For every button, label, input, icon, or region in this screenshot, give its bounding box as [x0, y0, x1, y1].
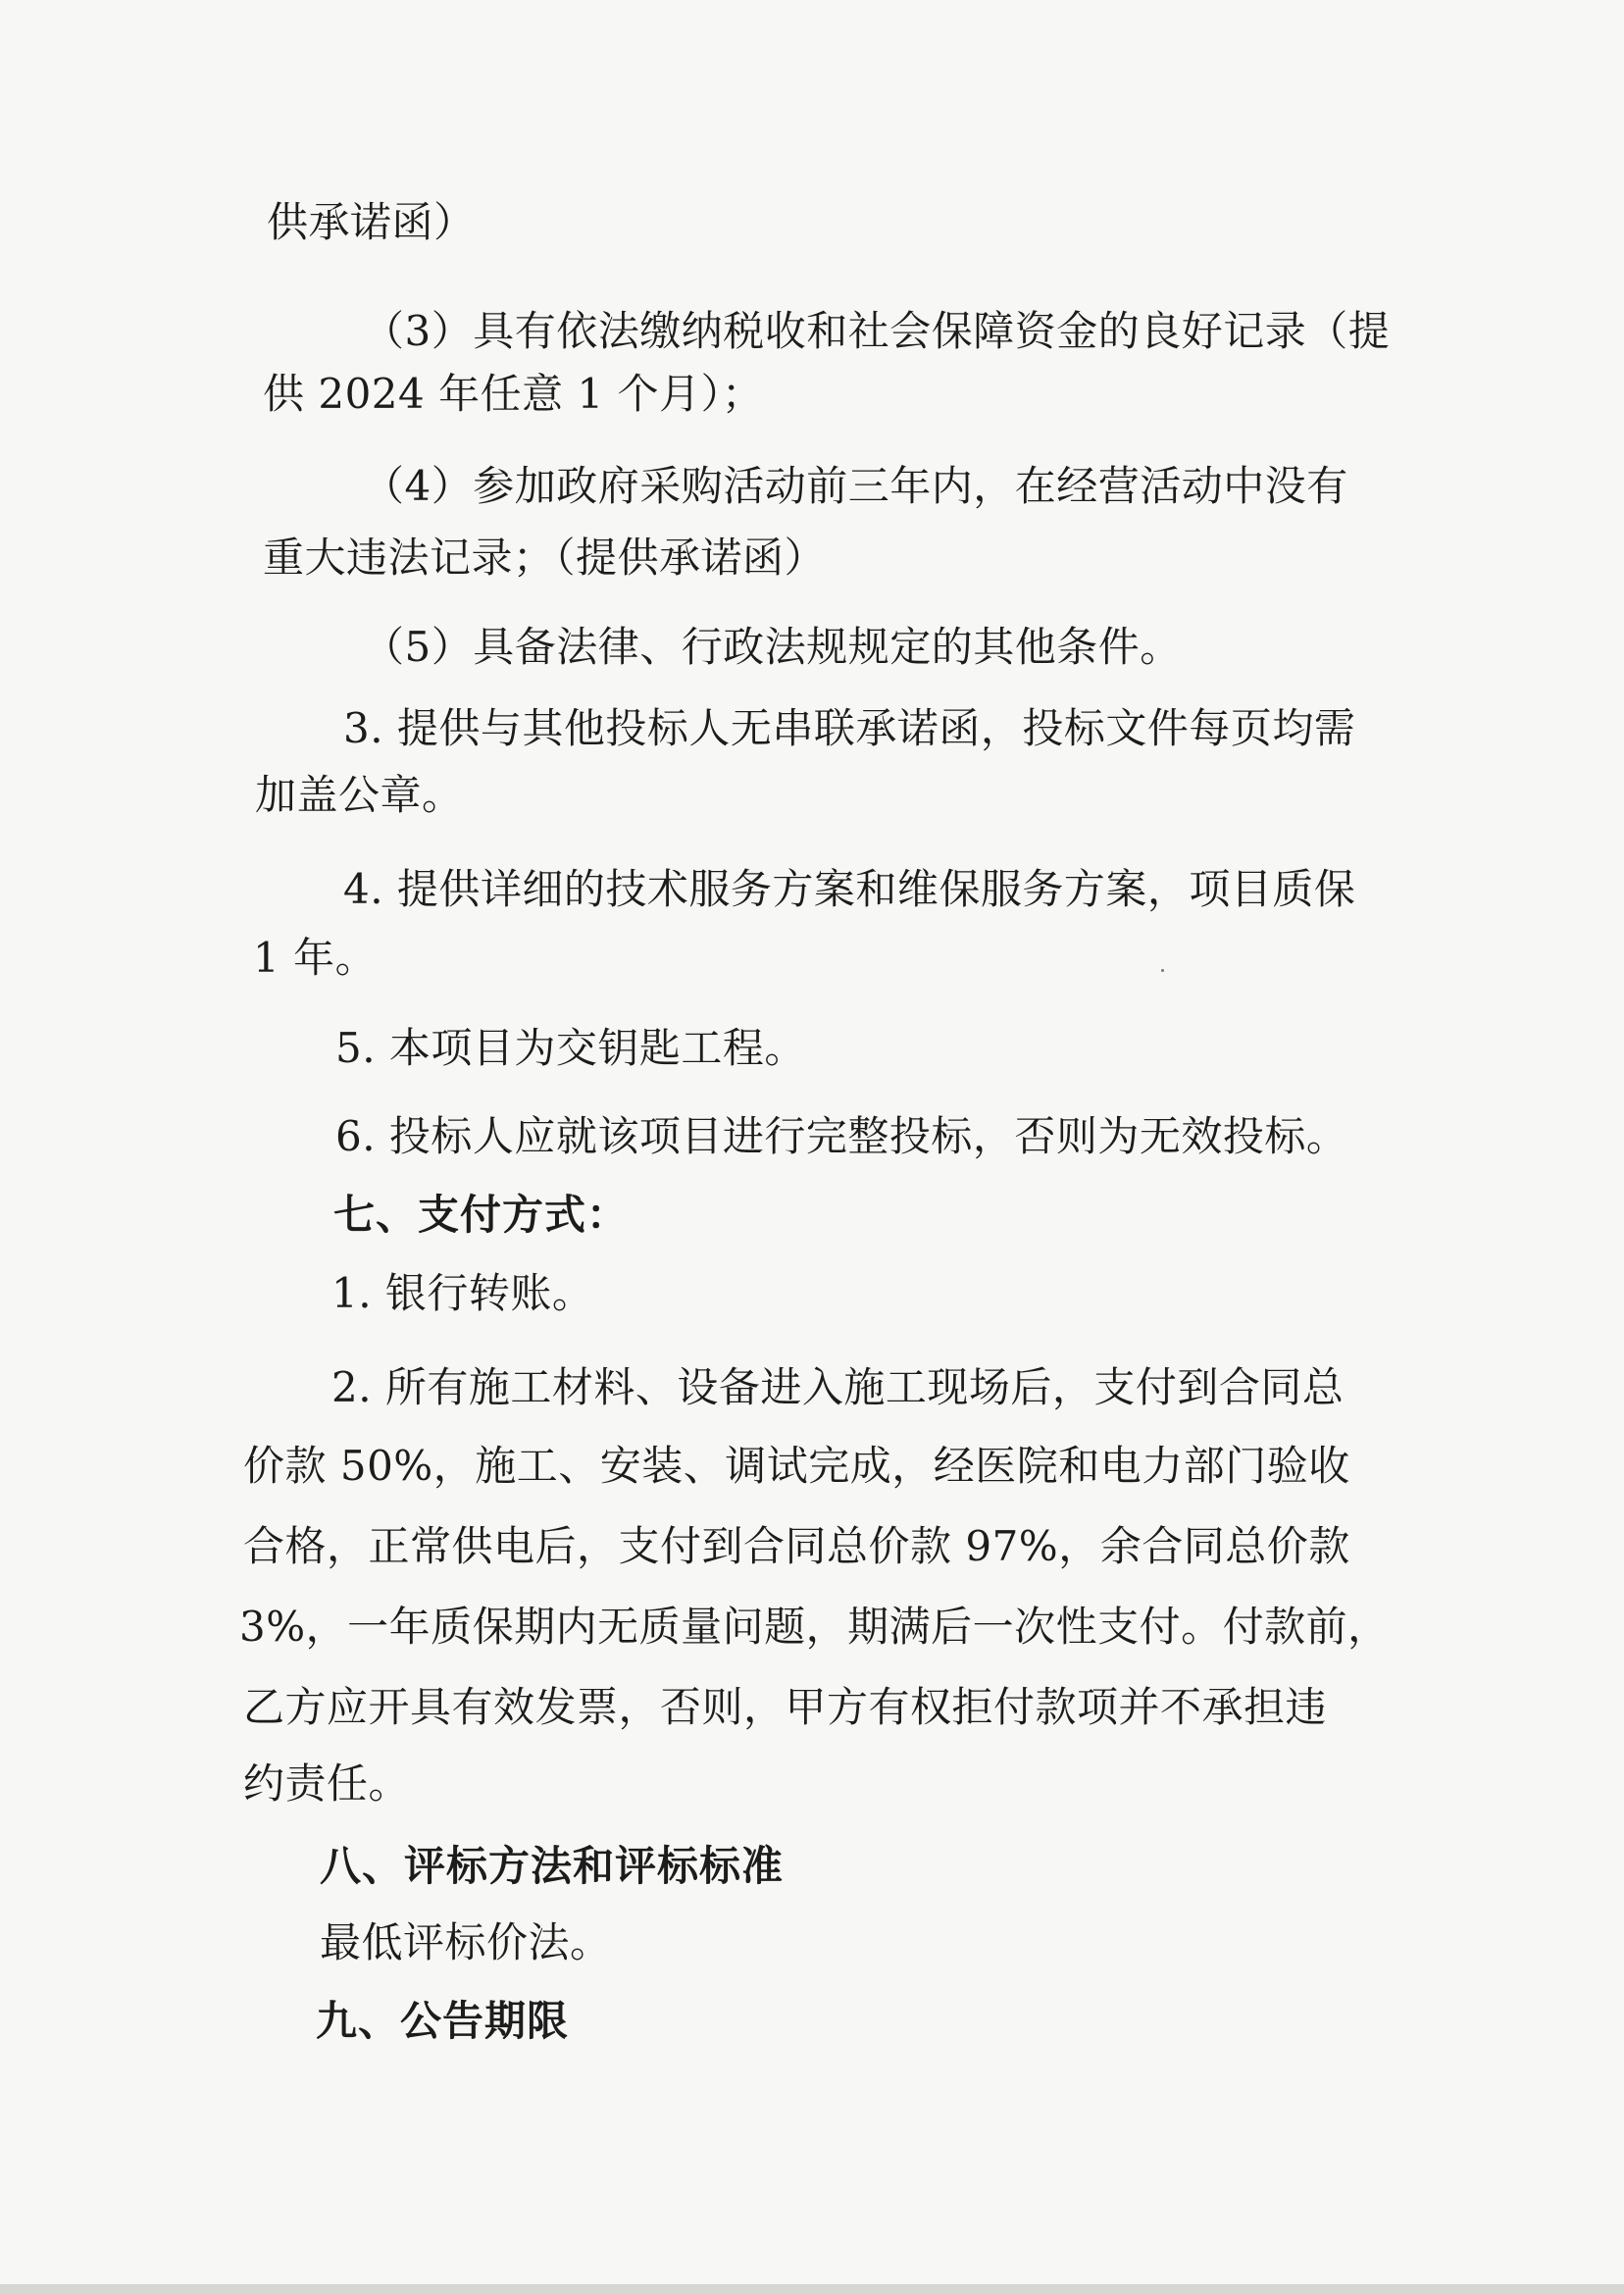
section-heading: 七、支付方式： [333, 1191, 630, 1239]
text-line: 1 年。 [253, 934, 378, 982]
text-line: 2. 所有施工材料、设备进入施工现场后，支付到合同总 [331, 1363, 1345, 1411]
scan-dot [1161, 969, 1164, 972]
text-line: 乙方应开具有效发票，否则，甲方有权拒付款项并不承担违 [243, 1683, 1328, 1731]
text-line: 4. 提供详细的技术服务方案和维保服务方案，项目质保 [343, 865, 1356, 913]
text-line: 3. 提供与其他投标人无串联承诺函，投标文件每页均需 [343, 704, 1356, 752]
section-heading: 八、评标方法和评标标准 [320, 1842, 785, 1890]
text-line: 供承诺函） [267, 198, 476, 246]
text-line: （3）具有依法缴纳税收和社会保障资金的良好记录（提 [363, 307, 1391, 355]
text-line: 3%，一年质保期内无质量问题，期满后一次性支付。付款前， [239, 1603, 1390, 1651]
text-line: 加盖公章。 [255, 771, 464, 819]
text-line: 6. 投标人应就该项目进行完整投标，否则为无效投标。 [335, 1112, 1348, 1160]
text-line: （4）参加政府采购活动前三年内，在经营活动中没有 [363, 462, 1348, 510]
text-line: 重大违法记录；（提供承诺函） [263, 534, 827, 582]
text-line: 价款 50%，施工、安装、调试完成，经医院和电力部门验收 [243, 1442, 1350, 1490]
text-line: 供 2024 年任意 1 个月）； [263, 370, 764, 418]
section-heading: 九、公告期限 [316, 1997, 570, 2045]
text-line: 合格，正常供电后，支付到合同总价款 97%，余合同总价款 [243, 1522, 1350, 1570]
text-line: （5）具备法律、行政法规规定的其他条件。 [363, 623, 1182, 671]
text-line: 约责任。 [243, 1759, 411, 1808]
scan-bottom-edge [0, 2284, 1624, 2294]
text-line: 最低评标价法。 [320, 1918, 612, 1966]
text-line: 5. 本项目为交钥匙工程。 [335, 1024, 806, 1072]
text-line: 1. 银行转账。 [331, 1269, 594, 1317]
